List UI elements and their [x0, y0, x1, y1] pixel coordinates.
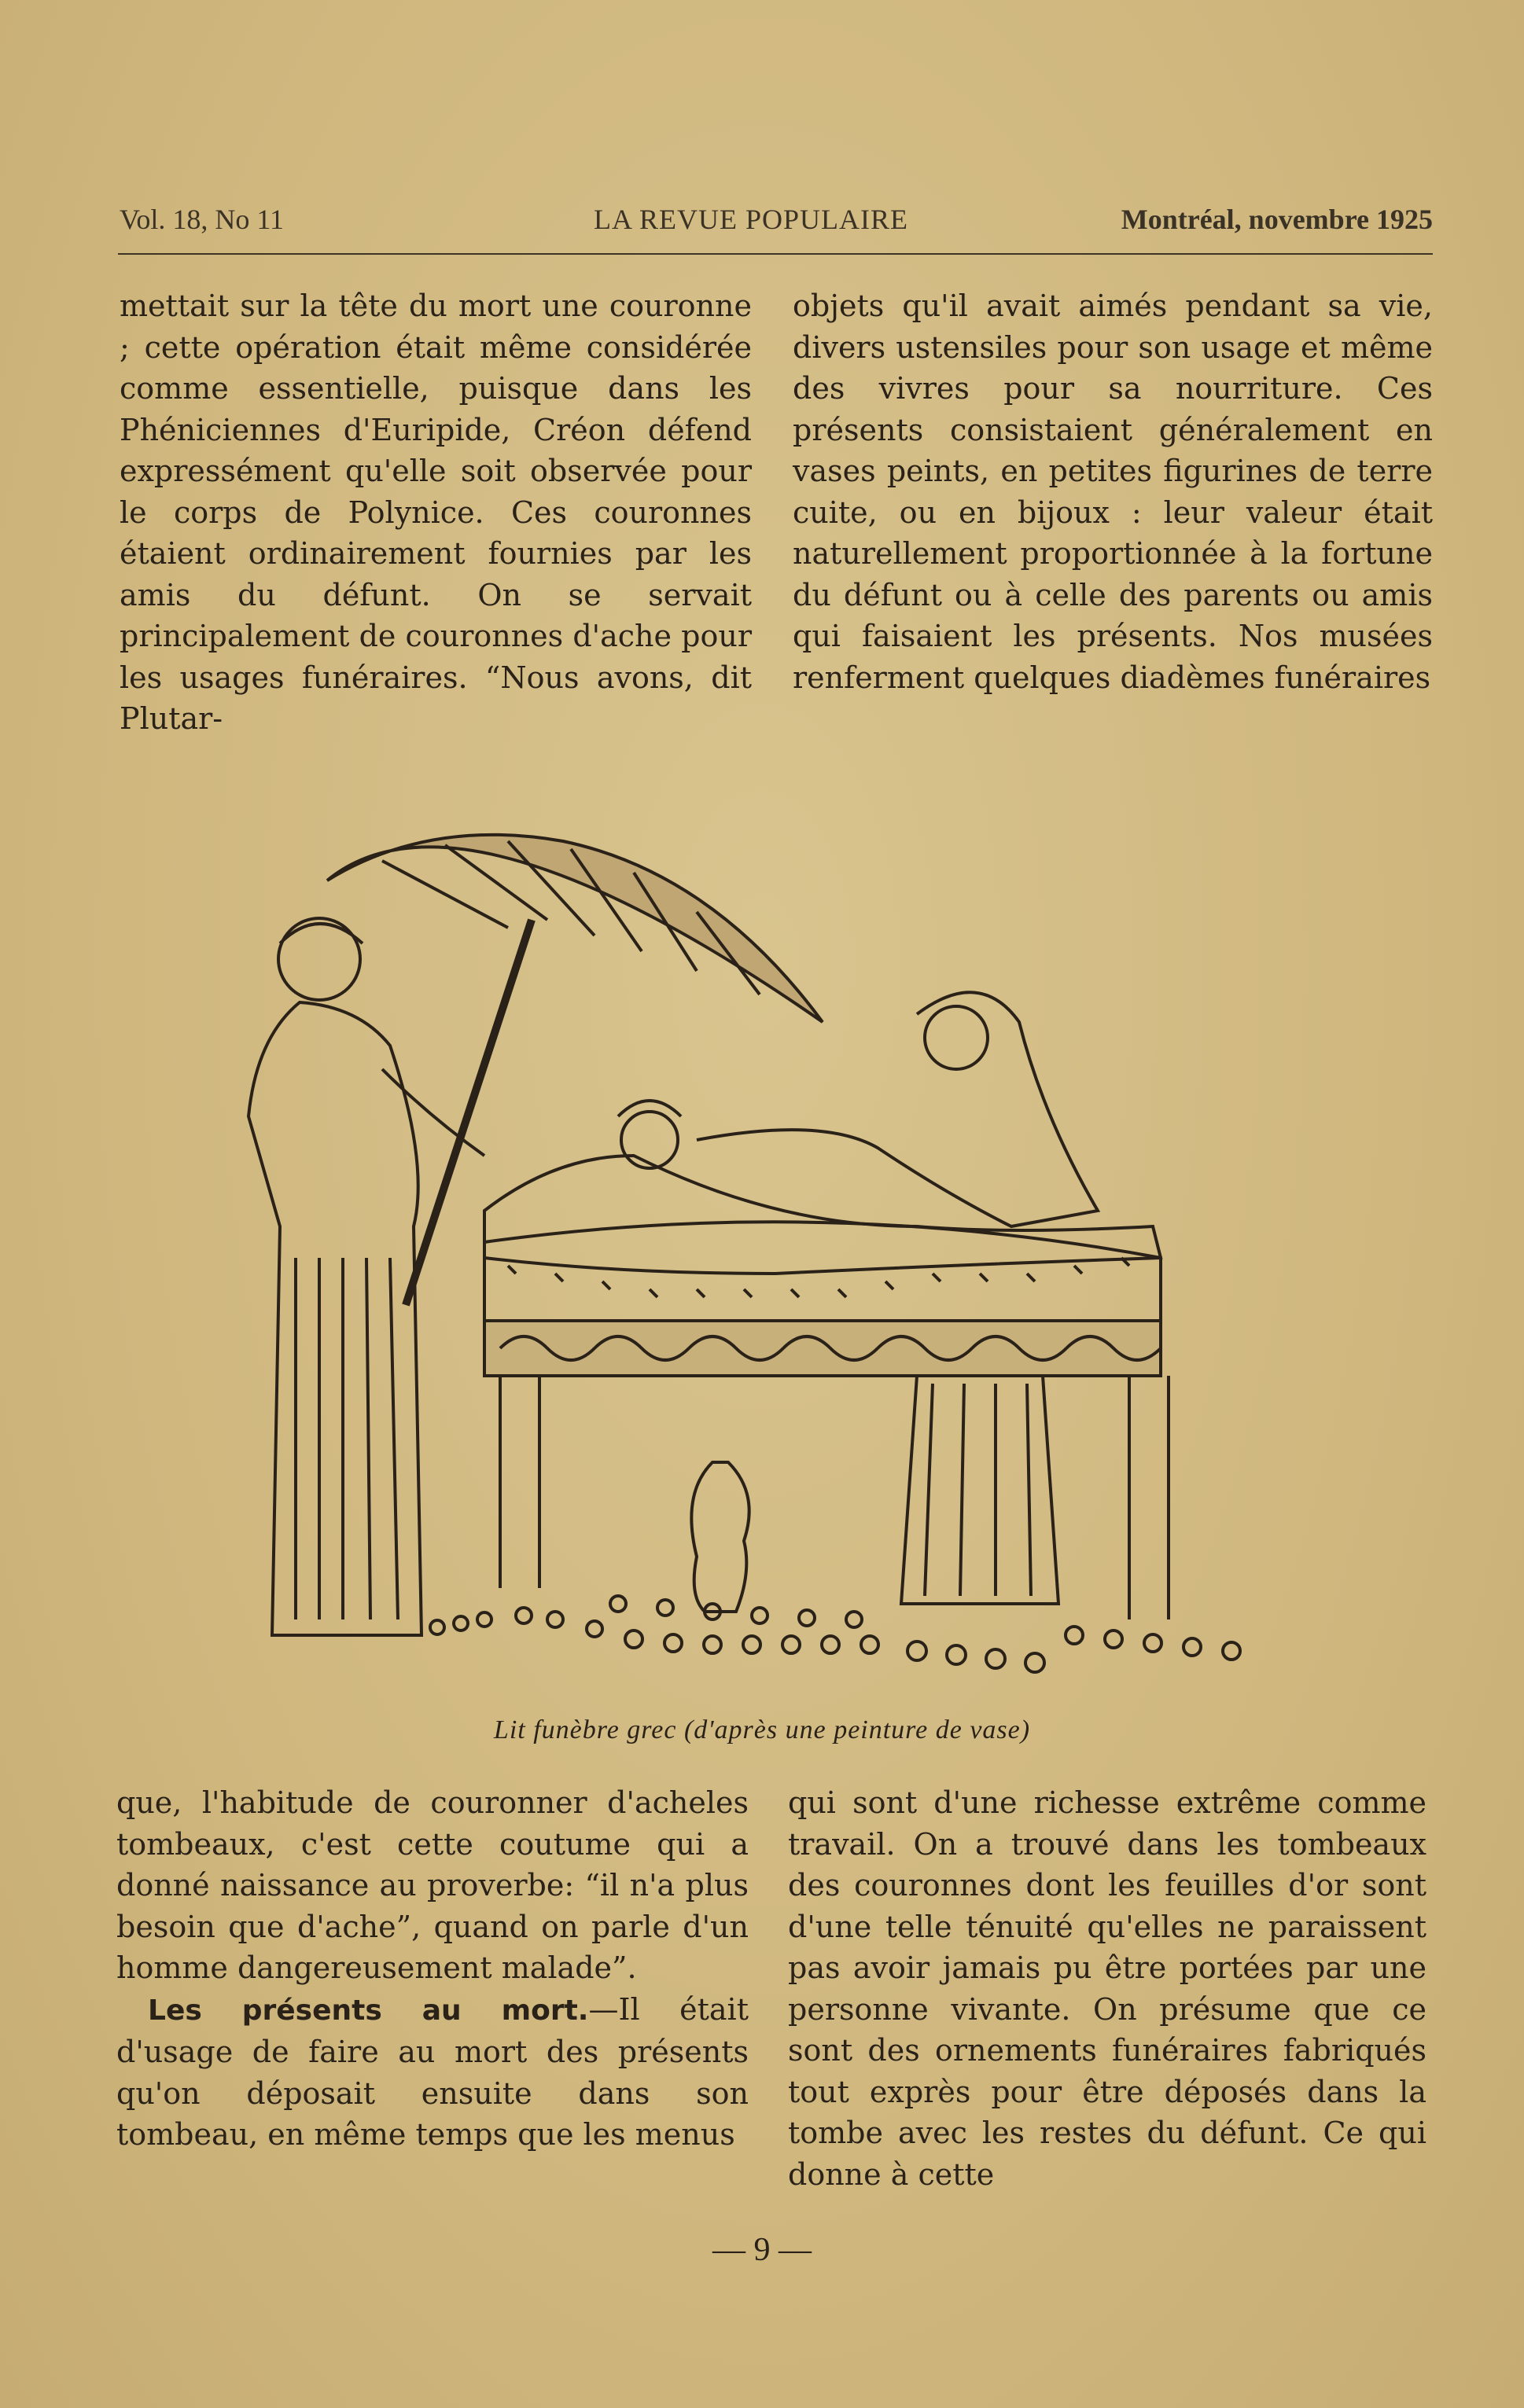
issue-date: Montréal, novembre 1925 — [1121, 204, 1433, 235]
column-bottom-left — [116, 1782, 749, 2156]
column-bottom-right — [788, 1782, 1426, 2195]
paragraph: mettait sur la tête du mort une couronne ; cette opération était même considérée comme essentielle, puisque dans les Phéniciennes d'Euripide, Créon défend expressément qu'elle soit observée pour le corps de Polynice. Ces couronnes étaient ordinairement fournies par les amis du défunt. On se servait principalement de couronnes d'ache pour les usages funéraires. “Nous avons, dit Plutar- — [120, 289, 752, 736]
bed-frame — [484, 1321, 1161, 1376]
paragraph — [116, 1989, 749, 2156]
volume-number: Vol. 18, No 11 — [120, 204, 285, 235]
section-subheading: Les présents au mort. — [148, 1994, 589, 2027]
deceased-figure — [484, 1156, 1161, 1274]
mourner-figure — [697, 992, 1098, 1226]
column-top-right — [793, 285, 1433, 698]
paragraph: objets qu'il avait aimés pendant sa vie, divers ustensiles pour son usage et même des vivres pour sa nourriture. Ces présents consistaient généralement en vases peints, en petites figurines de terre cuite, ou en bijoux : leur valeur était naturellement proportionnée à la fortune du défunt ou à celle des parents ou amis qui faisaient les présents. Nos musées renferment quelques diadèmes funéraires — [793, 289, 1433, 695]
magazine-title: LA REVUE POPULAIRE — [594, 204, 909, 235]
paragraph: qui sont d'une richesse extrême comme travail. On a trouvé dans les tombeaux des couronnes dont les feuilles d'or sont d'une telle ténuité qu'elles ne paraissent pas avoir jamais pu être portées par une personne vivante. On présume que ce sont des ornements funéraires fabriqués tout exprès pour être déposés dans la tombe avec les restes du défunt. Ce qui donne à cette — [788, 1785, 1426, 2192]
running-header — [118, 203, 1433, 234]
funeral-bed-illustration — [225, 786, 1349, 1706]
bed-leg-right — [1129, 1376, 1169, 1619]
column-top-left — [120, 285, 752, 740]
paragraph: que, l'habitude de couronner d'acheles tombeaux, c'est cette coutume qui a donné naissance au proverbe: “il n'a plus besoin que d'ache”, quand on parle d'un homme dangereusement malade”. — [116, 1785, 749, 1985]
paragraph-text: —Il était d'usage de faire au mort des présents qu'on déposait ensuite dans son tombeau, en même temps que les menus — [116, 1991, 749, 2152]
page-number: — 9 — — [712, 2232, 812, 2268]
bed-leg-left — [500, 1376, 539, 1588]
vase — [691, 1462, 749, 1612]
header-rule — [118, 253, 1433, 255]
ground-beads — [430, 1596, 1240, 1672]
parasol-pole — [406, 920, 532, 1305]
parasol-canopy — [327, 835, 823, 1022]
figure-caption: Lit funèbre grec (d'après une peinture de vase) — [493, 1715, 1031, 1744]
